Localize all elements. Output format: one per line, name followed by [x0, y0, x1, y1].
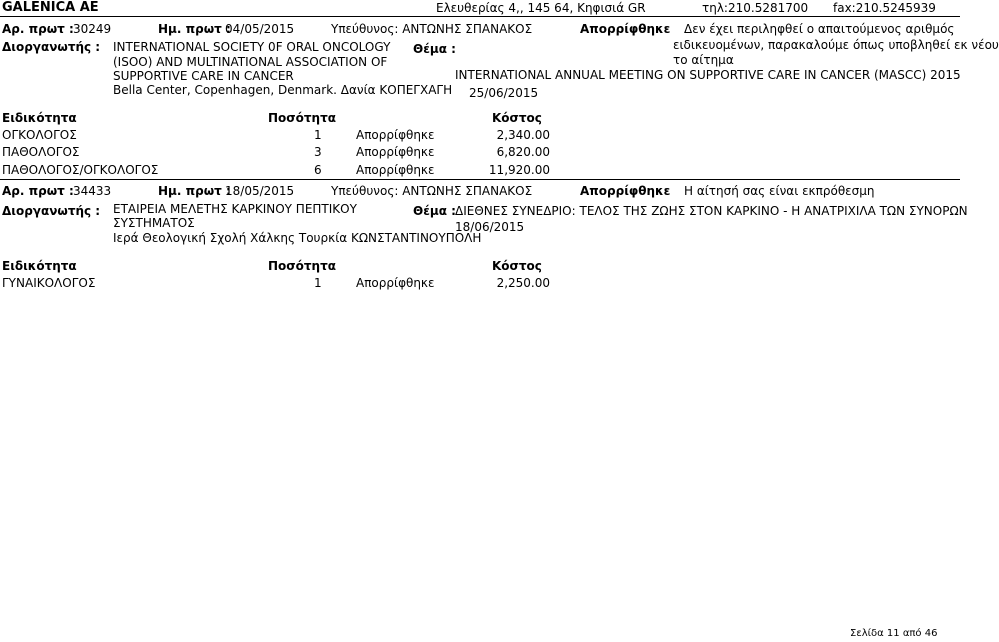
company-name: GALENICA AE — [2, 0, 99, 15]
row-cost: 2,340.00 — [496, 128, 550, 142]
row-quantity: 1 — [314, 128, 322, 142]
row-status: Απορρίφθηκε — [356, 163, 435, 177]
row-specialty: ΠΑΘΟΛΟΓΟΣ/ΟΓΚΟΛΟΓΟΣ — [2, 163, 159, 177]
quantity-header: Ποσότητα — [268, 111, 336, 125]
header-divider — [0, 16, 960, 17]
row-status: Απορρίφθηκε — [356, 145, 435, 159]
row-specialty: ΠΑΘΟΛΟΓΟΣ — [2, 145, 80, 159]
row-cost: 6,820.00 — [496, 145, 550, 159]
row-specialty: ΟΓΚΟΛΟΓΟΣ — [2, 128, 77, 142]
event-date: 25/06/2015 — [469, 86, 539, 100]
rejection-reason-line: Δεν έχει περιληφθεί ο απαιτούμενος αριθμός — [684, 22, 955, 36]
ar-prot-value: 34433 — [73, 184, 112, 198]
ar-prot-label: Αρ. πρωτ : — [2, 184, 74, 198]
cost-header: Κόστος — [492, 259, 542, 273]
company-phone: τηλ:210.5281700 — [702, 1, 809, 15]
ar-prot-value: 30249 — [73, 22, 112, 36]
organizer-line: (ISOO) AND MULTINATIONAL ASSOCIATION OF — [113, 55, 388, 69]
quantity-header: Ποσότητα — [268, 259, 336, 273]
im-prot-label: Ημ. πρωτ : — [158, 22, 231, 36]
page-number: Σελίδα 11 από 46 — [850, 628, 938, 639]
rejected-label: Απορρίφθηκε — [580, 22, 671, 36]
company-address: Ελευθερίας 4,, 145 64, Κηφισιά GR — [436, 1, 646, 15]
row-quantity: 1 — [314, 276, 322, 290]
row-specialty: ΓΥΝΑΙΚΟΛΟΓΟΣ — [2, 276, 96, 290]
organizer-line: ΣΥΣΤΗΜΑΤΟΣ — [113, 216, 195, 230]
organizer-location: Bella Center, Copenhagen, Denmark. Δανία ΚΟΠΕΓΧΑΓΗ — [113, 83, 453, 97]
ar-prot-label: Αρ. πρωτ : — [2, 22, 74, 36]
rejection-reason-line: Η αίτησή σας είναι εκπρόθεσμη — [684, 184, 875, 198]
record-divider — [0, 179, 960, 180]
subject-value: ΔΙΕΘΝΕΣ ΣΥΝΕΔΡΙΟ: ΤΕΛΟΣ ΤΗΣ ΖΩΗΣ ΣΤΟΝ ΚΑΡΚΙΝΟ - Η ΑΝΑΤΡΙΧΙΛΑ ΤΩΝ ΣΥΝΟΡΩΝ — [455, 204, 968, 218]
row-cost: 2,250.00 — [496, 276, 550, 290]
row-cost: 11,920.00 — [488, 163, 550, 177]
responsible: Υπεύθυνος: ΑΝΤΩΝΗΣ ΣΠΑΝΑΚΟΣ — [331, 22, 533, 36]
cost-header: Κόστος — [492, 111, 542, 125]
organizer-line: SUPPORTIVE CARE IN CANCER — [113, 69, 294, 83]
rejection-reason-line: ειδικευομένων, παρακαλούμε όπως υποβληθεί εκ νέου — [673, 38, 999, 52]
subject-value: INTERNATIONAL ANNUAL MEETING ON SUPPORTIVE CARE IN CANCER (MASCC) 2015 — [455, 68, 961, 82]
row-status: Απορρίφθηκε — [356, 276, 435, 290]
rejection-reason-line: το αίτημα — [673, 53, 734, 67]
organizer-label: Διοργανωτής : — [2, 40, 101, 54]
rejected-label: Απορρίφθηκε — [580, 184, 671, 198]
organizer-location: Ιερά Θεολογική Σχολή Χάλκης Τουρκία ΚΩΝΣΤΑΝΤΙΝΟΥΠΟΛΗ — [113, 231, 482, 245]
row-quantity: 3 — [314, 145, 322, 159]
im-prot-label: Ημ. πρωτ : — [158, 184, 231, 198]
subject-label: Θέμα : — [413, 204, 456, 218]
im-prot-value: 04/05/2015 — [225, 22, 295, 36]
organizer-line: ΕΤΑΙΡΕΙΑ ΜΕΛΕΤΗΣ ΚΑΡΚΙΝΟΥ ΠΕΠΤΙΚΟΥ — [113, 202, 357, 216]
event-date: 18/06/2015 — [455, 220, 525, 234]
im-prot-value: 18/05/2015 — [225, 184, 295, 198]
organizer-line: INTERNATIONAL SOCIETY 0F ORAL ONCOLOGY — [113, 40, 391, 54]
subject-label: Θέμα : — [413, 42, 456, 56]
row-status: Απορρίφθηκε — [356, 128, 435, 142]
row-quantity: 6 — [314, 163, 322, 177]
responsible: Υπεύθυνος: ΑΝΤΩΝΗΣ ΣΠΑΝΑΚΟΣ — [331, 184, 533, 198]
organizer-label: Διοργανωτής : — [2, 204, 101, 218]
specialty-header: Ειδικότητα — [2, 259, 77, 273]
specialty-header: Ειδικότητα — [2, 111, 77, 125]
company-fax: fax:210.5245939 — [833, 1, 936, 15]
